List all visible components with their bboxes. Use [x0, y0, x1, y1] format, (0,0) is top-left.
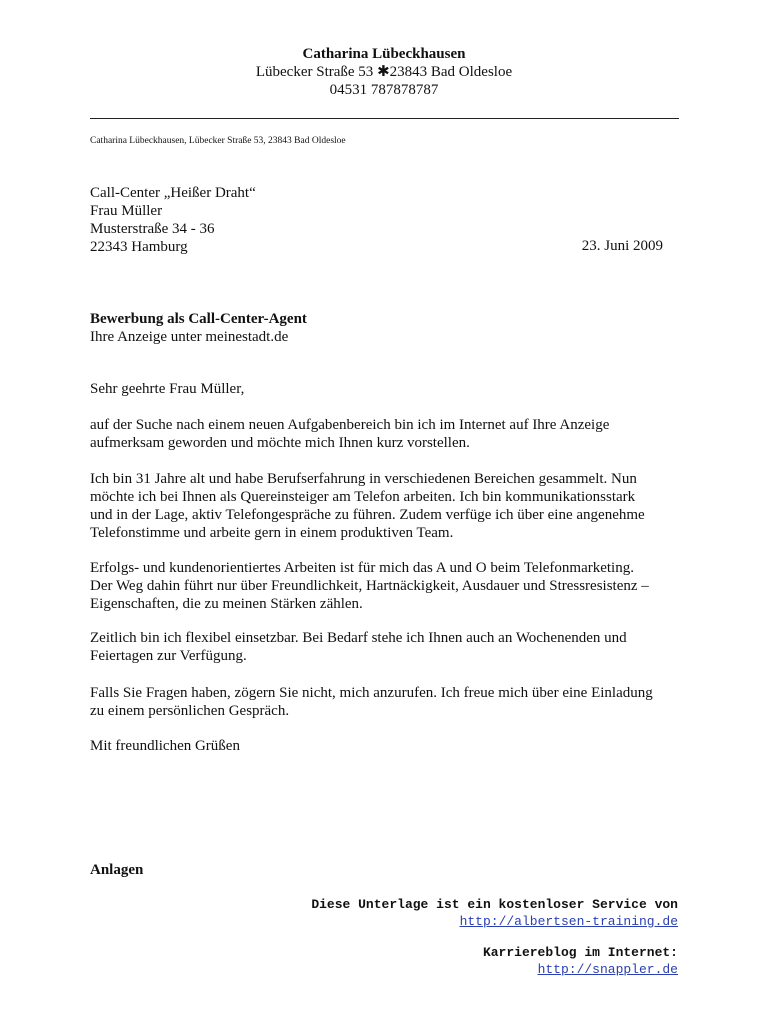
letter-date: 23. Juni 2009: [581, 238, 663, 254]
recipient-person: Frau Müller: [90, 203, 163, 219]
footer-service: [311, 896, 678, 930]
footer-service-text: Diese Unterlage ist ein kostenloser Service von: [311, 897, 678, 912]
paragraph-line: Telefonstimme und arbeite gern in einem produktiven Team.: [90, 525, 454, 541]
recipient-address: [90, 184, 256, 256]
sender-phone: 04531 787878787: [329, 82, 439, 98]
letterhead: [0, 45, 768, 99]
paragraph-line: Ich bin 31 Jahre alt und habe Berufserfahrung in verschiedenen Bereichen gesammelt. Nun: [90, 471, 637, 487]
paragraph-line: Erfolgs- und kundenorientiertes Arbeiten ist für mich das A und O beim Telefonmarketing.: [90, 560, 634, 576]
paragraph-line: und in der Lage, aktiv Telefongespräche zu führen. Zudem verfüge ich über eine angenehme: [90, 507, 645, 523]
paragraph-line: Falls Sie Fragen haben, zögern Sie nicht, mich anzurufen. Ich freue mich über eine Einladung: [90, 685, 653, 701]
paragraph-4: [90, 629, 680, 665]
sender-city: 23843 Bad Oldesloe: [389, 64, 513, 80]
header-divider: [90, 118, 679, 119]
salutation: Sehr geehrte Frau Müller,: [90, 381, 245, 397]
recipient-company: Call-Center „Heißer Draht“: [90, 185, 256, 201]
paragraph-5: [90, 684, 680, 720]
separator-icon: ✱: [377, 64, 390, 80]
sender-return-line: Catharina Lübeckhausen, Lübecker Straße 53, 23843 Bad Oldesloe: [90, 136, 346, 146]
paragraph-line: Der Weg dahin führt nur über Freundlichkeit, Hartnäckigkeit, Ausdauer und Stressresistenz –: [90, 578, 649, 594]
closing: Mit freundlichen Grüßen: [90, 738, 240, 754]
sender-street: Lübecker Straße 53: [255, 64, 374, 80]
recipient-street: Musterstraße 34 - 36: [90, 221, 215, 237]
footer-blog-link[interactable]: http://snappler.de: [537, 962, 678, 977]
paragraph-3: [90, 559, 680, 613]
footer-blog-text: Karriereblog im Internet:: [482, 945, 678, 960]
paragraph-1: [90, 416, 680, 452]
subject-title: Bewerbung als Call-Center-Agent: [90, 311, 307, 327]
paragraph-line: Eigenschaften, die zu meinen Stärken zählen.: [90, 596, 363, 612]
footer-blog: [483, 944, 678, 978]
paragraph-line: aufmerksam geworden und möchte mich Ihnen kurz vorstellen.: [90, 435, 470, 451]
paragraph-line: Feiertagen zur Verfügung.: [90, 648, 247, 664]
footer-service-link[interactable]: http://albertsen-training.de: [459, 914, 678, 929]
subject-reference: Ihre Anzeige unter meinestadt.de: [90, 329, 289, 345]
recipient-city: 22343 Hamburg: [90, 239, 188, 255]
paragraph-2: [90, 470, 680, 542]
paragraph-line: möchte ich bei Ihnen als Quereinsteiger am Telefon arbeiten. Ich bin kommunikationsstark: [90, 489, 636, 505]
sender-address: [0, 63, 768, 81]
attachments-label: Anlagen: [90, 862, 144, 878]
sender-name: Catharina Lübeckhausen: [302, 46, 466, 62]
paragraph-line: zu einem persönlichen Gespräch.: [90, 703, 290, 719]
subject-block: [90, 310, 307, 346]
paragraph-line: Zeitlich bin ich flexibel einsetzbar. Bei Bedarf stehe ich Ihnen auch an Wochenenden und: [90, 630, 627, 646]
paragraph-line: auf der Suche nach einem neuen Aufgabenbereich bin ich im Internet auf Ihre Anzeige: [90, 417, 610, 433]
